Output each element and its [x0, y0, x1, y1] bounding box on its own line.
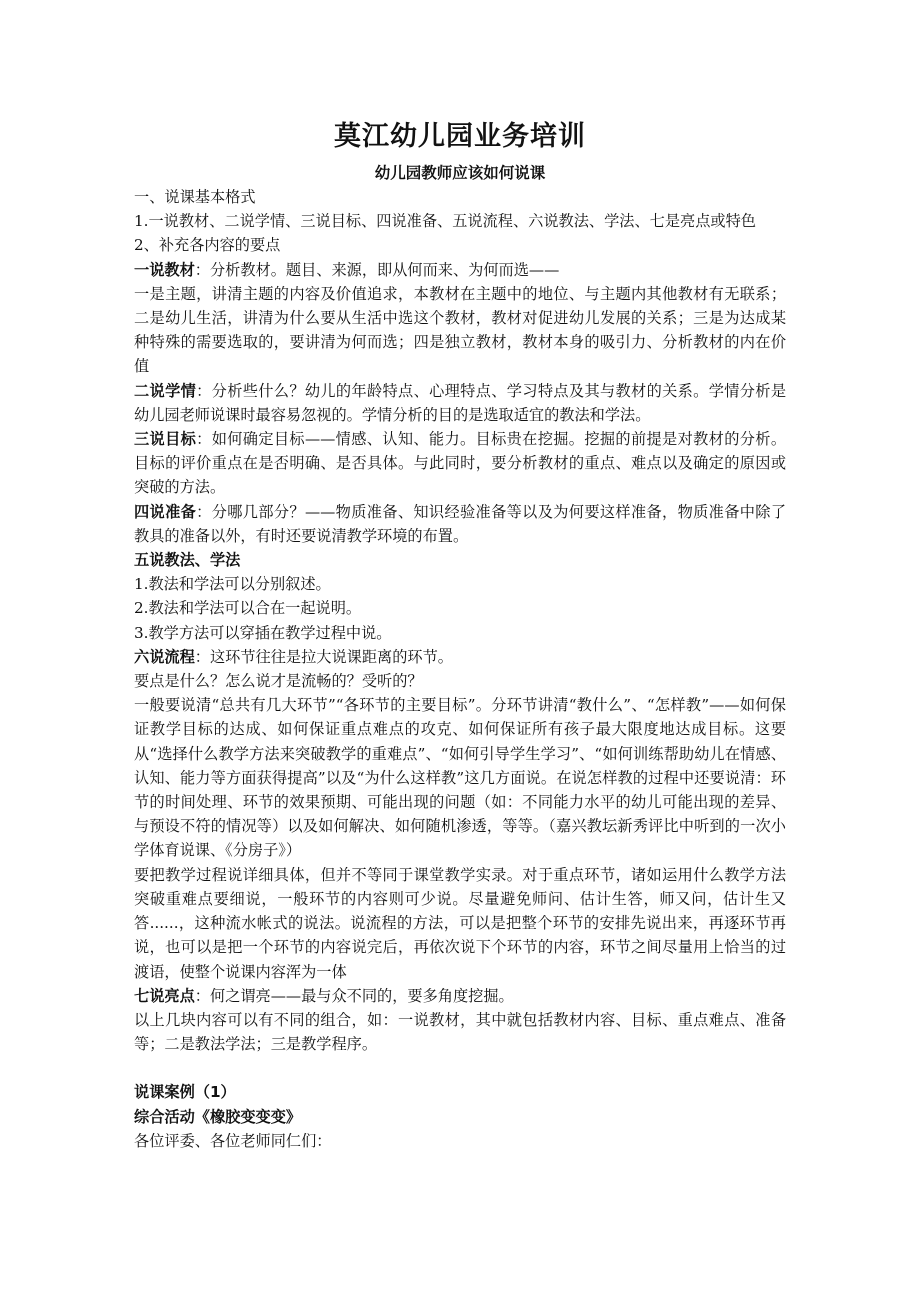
basic-format-heading: 一、说课基本格式	[134, 188, 256, 206]
case-heading: 说课案例（1）	[134, 1083, 236, 1102]
jiaofa-item: 3.教学方法可以穿插在教学过程中说。	[134, 623, 392, 642]
document-body	[134, 185, 786, 1153]
case-activity-name: 《橡胶变变变》	[194, 1107, 302, 1126]
xueqing-label: 二说学情	[134, 381, 197, 400]
spacer	[134, 1056, 786, 1080]
jiaofa-item: 2.教法和学法可以合在一起说明。	[134, 599, 362, 618]
liucheng-question: 要点是什么？怎么说才是流畅的？受听的？	[134, 672, 423, 691]
jiaofa-item: 1.教法和学法可以分别叙述。	[134, 575, 331, 594]
case-activity	[134, 1105, 786, 1129]
zhunbei-label: 四说准备	[134, 502, 197, 521]
liangdian-label: 七说亮点	[134, 986, 195, 1005]
liucheng-text-1: 一般要说清“总共有几大环节”“各环节的主要目标”。分环节讲清“教什么”、“怎样教”——如何保证教学目标的达成、如何保证重点难点的攻克、如何保证所有孩子最大限度地达成目标。这要从“选择什么教学方法来突破教学的重难点”、“如何引导学生学习”、“如何训练帮助幼儿在情感、认知、能力等方面获得提高”以及“为什么这样教”这几方面说。在说怎样教的过程中还要说清：环节的时间处理、环节的效果预期、可能出现的问题（如：不同能力水平的幼儿可能出现的差异、与预设不符的情况等）以及如何解决、如何随机渗透，等等。（嘉兴教坛新秀评比中听到的一次小学体育说课、《分房子》）	[134, 696, 786, 860]
mubiao-label: 三说目标	[134, 430, 197, 449]
jiaocai-text: 一是主题，讲清主题的内容及价值追求，本教材在主题中的地位、与主题内其他教材有无联系；二是幼儿生活，讲清为什么要从生活中选这个教材，教材对促进幼儿发展的关系；三是为达成某种特殊的需要选取的，要讲清为何而选；四是独立教材，教材本身的吸引力、分析教材的内在价值	[134, 284, 786, 376]
case-greeting: 各位评委、各位老师同仁们：	[134, 1131, 332, 1150]
case-activity-prefix: 综合活动	[134, 1107, 195, 1126]
liucheng-intro: ：这环节往往是拉大说课距离的环节。	[194, 647, 453, 666]
jiaocai-intro: ：分析教材。题目、来源，即从何而来、为何而选——	[194, 260, 560, 279]
liangdian-text: ：何之谓亮——最与众不同的，要多角度挖掘。	[194, 986, 514, 1005]
xueqing-paragraph	[134, 379, 786, 427]
jiaocai-paragraph	[134, 258, 786, 282]
combination-text: 以上几块内容可以有不同的组合，如：一说教材，其中就包括教材内容、目标、重点难点、准备等；二是教法学法；三是教学程序。	[134, 1010, 786, 1054]
zhunbei-paragraph	[134, 500, 786, 548]
zhunbei-text: ：分哪几部分？——物质准备、知识经验准备等以及为何要这样准备，物质准备中除了教具的准备以外，有时还要说清教学环境的布置。	[134, 502, 787, 545]
page-subtitle: 幼儿园教师应该如何说课	[374, 164, 546, 182]
xueqing-text: ：分析些什么？幼儿的年龄特点、心理特点、学习特点及其与教材的关系。学情分析是幼儿园老师说课时最容易忽视的。学情分析的目的是选取适宜的教法和学法。	[134, 381, 787, 424]
basic-format-text: 1.一说教材、二说学情、三说目标、四说准备、五说流程、六说教法、学法、七是亮点或特色	[134, 212, 756, 231]
liucheng-label: 六说流程	[134, 647, 195, 666]
supplement-heading: 2、补充各内容的要点	[134, 236, 281, 255]
jiaocai-label: 一说教材	[134, 260, 195, 279]
liangdian-paragraph	[134, 984, 786, 1008]
liucheng-text-2: 要把教学过程说详细具体，但并不等同于课堂教学实录。对于重点环节，诸如运用什么教学方法突破重难点要细说，一般环节的内容则可少说。尽量避免师问、估计生答，师又问，估计生又答......，这种流水帐式的说法。说流程的方法，可以是把整个环节的安排先说出来，再逐环节再说，也可以是把一个环节的内容说完后，再依次说下个环节的内容，环节之间尽量用上恰当的过渡语，使整个说课内容浑为一体	[134, 865, 786, 981]
mubiao-paragraph	[134, 427, 786, 500]
page-title: 莫江幼儿园业务培训	[334, 121, 586, 152]
mubiao-text: ：如何确定目标——情感、认知、能力。目标贵在挖掘。挖掘的前提是对教材的分析。目标的评价重点在是否明确、是否具体。与此同时，要分析教材的重点、难点以及确定的原因或突破的方法。	[134, 430, 787, 497]
liucheng-paragraph	[134, 645, 786, 669]
jiaofa-heading: 五说教法、学法	[134, 551, 241, 570]
